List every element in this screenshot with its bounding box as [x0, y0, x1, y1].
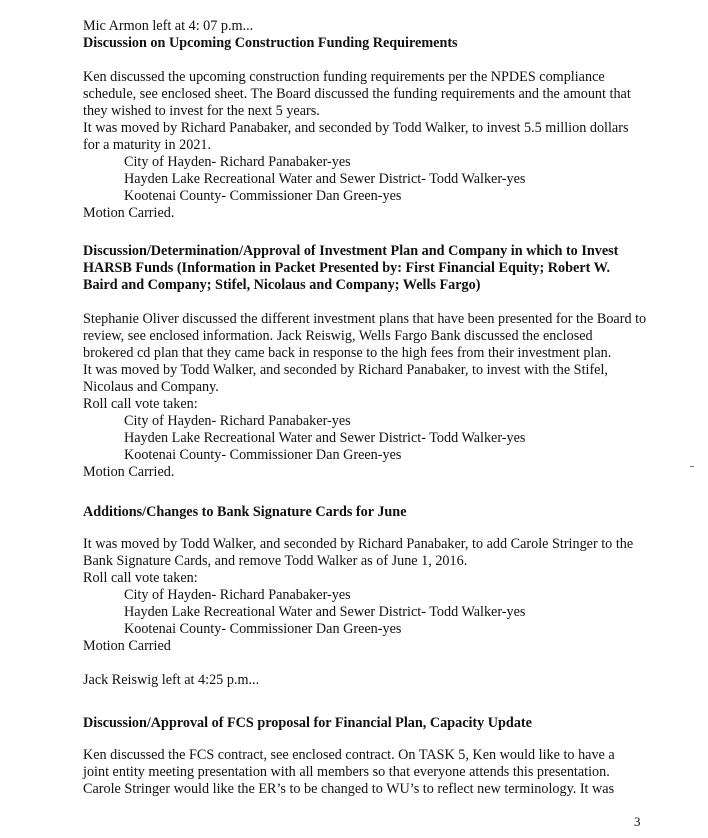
vote-line: City of Hayden- Richard Panabaker-yes — [124, 587, 351, 603]
paragraph-line: Stephanie Oliver discussed the different investment plans that have been presented for the Board to — [83, 311, 647, 327]
paragraph-line: brokered cd plan that they came back in response to the high fees from their investment plan. — [83, 345, 612, 361]
motion-result: Motion Carried. — [83, 205, 175, 221]
vote-line: City of Hayden- Richard Panabaker-yes — [124, 413, 351, 429]
motion-line: It was moved by Todd Walker, and seconded by Richard Panabaker, to add Carole Stringer to the — [83, 536, 634, 552]
vote-line: Kootenai County- Commissioner Dan Green-yes — [124, 188, 402, 204]
section-heading-fcs-proposal: Discussion/Approval of FCS proposal for Financial Plan, Capacity Update — [83, 715, 532, 731]
motion-line: It was moved by Richard Panabaker, and seconded by Todd Walker, to invest 5.5 million dollars — [83, 120, 629, 136]
paragraph-line: joint entity meeting presentation with all members so that everyone attends this presentation. — [83, 764, 610, 780]
section-heading-investment-plan: Discussion/Determination/Approval of Investment Plan and Company in which to Invest — [83, 243, 619, 259]
motion-result: Motion Carried. — [83, 464, 175, 480]
motion-line: for a maturity in 2021. — [83, 137, 212, 153]
motion-line: Nicolaus and Company. — [83, 379, 219, 395]
motion-result: Motion Carried — [83, 638, 171, 654]
scan-artifact-mark — [690, 466, 694, 467]
section-heading-investment-plan: Baird and Company; Stifel, Nicolaus and Company; Wells Fargo) — [83, 277, 481, 293]
vote-line: City of Hayden- Richard Panabaker-yes — [124, 154, 351, 170]
vote-line: Hayden Lake Recreational Water and Sewer District- Todd Walker-yes — [124, 430, 526, 446]
minutes-note: Mic Armon left at 4: 07 p.m... — [83, 18, 254, 34]
paragraph-line: Ken discussed the upcoming construction funding requirements per the NPDES compliance — [83, 69, 605, 85]
section-heading-investment-plan: HARSB Funds (Information in Packet Presented by: First Financial Equity; Robert W. — [83, 260, 611, 276]
section-heading-bank-signature-cards: Additions/Changes to Bank Signature Cards for June — [83, 504, 407, 520]
motion-line: It was moved by Todd Walker, and seconded by Richard Panabaker, to invest with the Stifel, — [83, 362, 608, 378]
vote-line: Hayden Lake Recreational Water and Sewer District- Todd Walker-yes — [124, 171, 526, 187]
vote-line: Hayden Lake Recreational Water and Sewer District- Todd Walker-yes — [124, 604, 526, 620]
roll-call-label: Roll call vote taken: — [83, 570, 198, 586]
roll-call-label: Roll call vote taken: — [83, 396, 198, 412]
paragraph-line: they wished to invest for the next 5 years. — [83, 103, 320, 119]
paragraph-line: schedule, see enclosed sheet. The Board discussed the funding requirements and the amount that — [83, 86, 631, 102]
paragraph-line: review, see enclosed information. Jack Reiswig, Wells Fargo Bank discussed the enclosed — [83, 328, 593, 344]
minutes-note: Jack Reiswig left at 4:25 p.m... — [83, 672, 260, 688]
page-number: 3 — [634, 814, 641, 829]
vote-line: Kootenai County- Commissioner Dan Green-yes — [124, 447, 402, 463]
motion-line: Bank Signature Cards, and remove Todd Walker as of June 1, 2016. — [83, 553, 468, 569]
paragraph-line: Ken discussed the FCS contract, see enclosed contract. On TASK 5, Ken would like to have a — [83, 747, 615, 763]
paragraph-line: Carole Stringer would like the ER’s to be changed to WU’s to reflect new terminology. It was — [83, 781, 615, 797]
section-heading-construction-funding: Discussion on Upcoming Construction Funding Requirements — [83, 35, 458, 51]
vote-line: Kootenai County- Commissioner Dan Green-yes — [124, 621, 402, 637]
